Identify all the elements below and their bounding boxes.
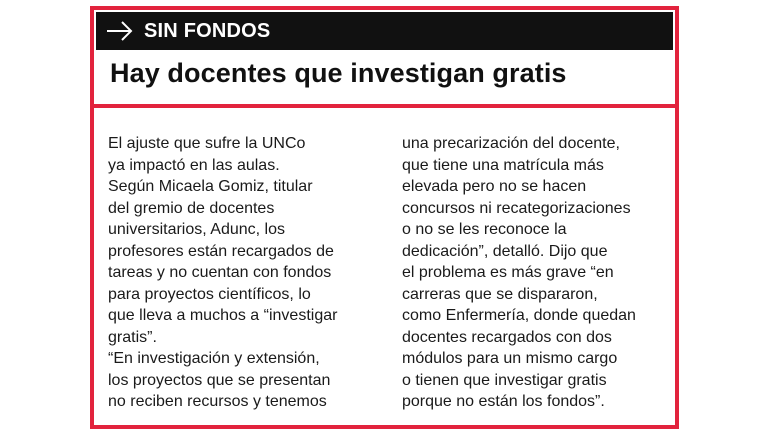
body-line: carreras que se dispararon, — [402, 285, 598, 303]
body-line: que tiene una matrícula más — [402, 156, 604, 174]
body-line: el problema es más grave “en — [402, 264, 614, 281]
body-line: tareas y no cuentan con fondos — [108, 264, 332, 281]
body-line: del gremio de docentes — [108, 199, 275, 217]
body-line: dedicación”, detalló. Dijo que — [402, 242, 608, 260]
body-line: o tienen que investigar gratis — [402, 371, 607, 389]
body-line: Según Micaela Gomiz, titular — [108, 178, 313, 195]
body-line: elevada pero no se hacen — [402, 178, 587, 195]
body-column-right — [402, 133, 674, 413]
body-line: una precarización del docente, — [402, 135, 620, 152]
body-line: porque no están los fondos”. — [402, 393, 605, 410]
body-line: universitarios, Adunc, los — [108, 221, 285, 238]
arrow-right-icon — [106, 20, 134, 42]
body-column-left — [108, 133, 368, 413]
body-line: concursos ni recategorizaciones — [402, 199, 631, 217]
body-line: profesores están recargados de — [108, 242, 334, 260]
body-line: no reciben recursos y tenemos — [108, 393, 327, 410]
body-line: El ajuste que sufre la UNCo — [108, 135, 306, 152]
headline: Hay docentes que investigan gratis — [110, 58, 567, 88]
body-line: para proyectos científicos, lo — [108, 285, 311, 303]
body-line: ya impactó en las aulas. — [108, 156, 280, 174]
body-line: que lleva a muchos a “investigar — [108, 307, 338, 324]
body-line: docentes recargados con dos — [402, 328, 612, 346]
section-tag-label: SIN FONDOS — [144, 19, 271, 42]
sidebar-box — [90, 6, 679, 429]
divider — [94, 104, 675, 108]
body-line: módulos para un mismo cargo — [402, 350, 618, 367]
body-line: o no se les reconoce la — [402, 221, 567, 238]
body-line: como Enfermería, donde quedan — [402, 307, 636, 324]
body-line: “En investigación y extensión, — [108, 350, 320, 367]
body-line: los proyectos que se presentan — [108, 371, 331, 389]
body-line: gratis”. — [108, 328, 157, 346]
section-tag-bar — [96, 12, 673, 50]
